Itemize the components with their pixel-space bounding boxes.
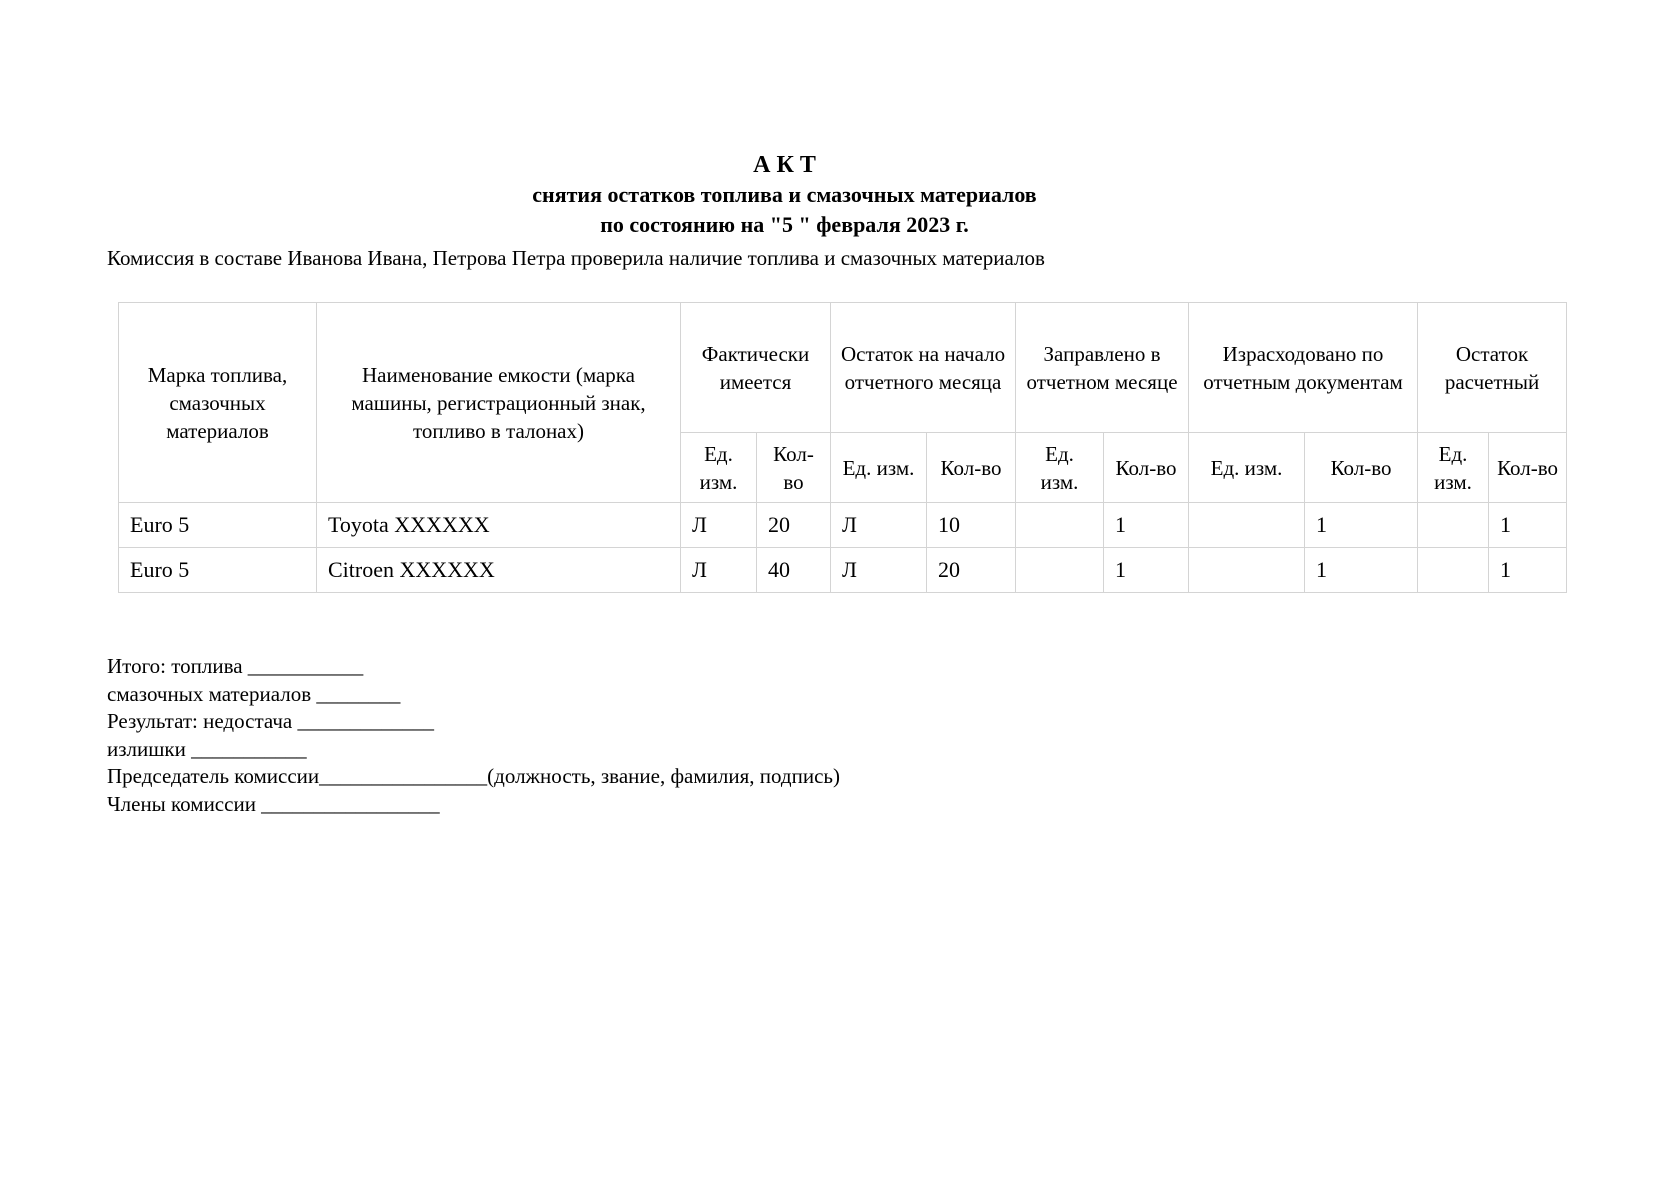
intro-text: Комиссия в составе Иванова Ивана, Петрова Петра проверила наличие топлива и смазочных материалов [107, 246, 1045, 270]
subheader-actual-qty: Кол-во [757, 433, 831, 503]
subheader-balance-start-qty: Кол-во [927, 433, 1016, 503]
cell-refueled-qty: 1 [1104, 503, 1189, 548]
cell-consumed-unit [1189, 503, 1305, 548]
header-actual: Фактически имеется [681, 303, 831, 433]
header-balance-start: Остаток на начало отчетного месяца [831, 303, 1016, 433]
subheader-actual-unit: Ед. изм. [681, 433, 757, 503]
fuel-inventory-table [118, 302, 1567, 593]
page-title: А К Т [753, 152, 816, 178]
table-row [119, 503, 1567, 548]
cell-balance-start-qty: 10 [927, 503, 1016, 548]
cell-refueled-qty: 1 [1104, 548, 1189, 593]
subheader-balance-calc-qty: Кол-во [1489, 433, 1567, 503]
title-block [107, 150, 1462, 240]
cell-balance-calc-unit [1418, 503, 1489, 548]
cell-refueled-unit [1016, 548, 1104, 593]
header-refueled: Заправлено в отчетном месяце [1016, 303, 1189, 433]
header-container-name: Наименование емкости (марка машины, регистрационный знак, топливо в талонах) [317, 303, 681, 503]
chairman-signature-line: Председатель комиссии________________(должность, звание, фамилия, подпись) [107, 764, 840, 788]
header-consumed: Израсходовано по отчетным документам [1189, 303, 1418, 433]
cell-container-name: Citroen XXXXXX [317, 548, 681, 593]
cell-actual-unit: Л [681, 548, 757, 593]
table-header-row-groups [119, 303, 1567, 433]
subheader-refueled-unit: Ед. изм. [1016, 433, 1104, 503]
members-signature-line: Члены комиссии _________________ [107, 791, 440, 816]
header-balance-calc: Остаток расчетный [1418, 303, 1567, 433]
subheader-balance-calc-unit: Ед. изм. [1418, 433, 1489, 503]
table-row [119, 548, 1567, 593]
cell-balance-start-unit: Л [831, 503, 927, 548]
cell-consumed-qty: 1 [1305, 548, 1418, 593]
surplus-line: излишки ___________ [107, 736, 307, 761]
cell-balance-calc-unit [1418, 548, 1489, 593]
cell-consumed-unit [1189, 548, 1305, 593]
result-shortage-line: Результат: недостача _____________ [107, 709, 434, 733]
subheader-balance-start-unit: Ед. изм. [831, 433, 927, 503]
header-fuel-brand: Марка топлива, смазочных материалов [119, 303, 317, 503]
subheader-consumed-unit: Ед. изм. [1189, 433, 1305, 503]
cell-fuel-brand: Euro 5 [119, 548, 317, 593]
cell-balance-start-qty: 20 [927, 548, 1016, 593]
cell-container-name: Toyota XXXXXX [317, 503, 681, 548]
cell-actual-qty: 20 [757, 503, 831, 548]
subheader-consumed-qty: Кол-во [1305, 433, 1418, 503]
total-lubricants-line: смазочных материалов ________ [107, 681, 401, 706]
cell-balance-calc-qty: 1 [1489, 503, 1567, 548]
cell-balance-calc-qty: 1 [1489, 548, 1567, 593]
cell-consumed-qty: 1 [1305, 503, 1418, 548]
doc-subtitle: снятия остатков топлива и смазочных материалов [532, 182, 1037, 207]
totals-and-signatures [107, 653, 1573, 818]
cell-actual-qty: 40 [757, 548, 831, 593]
total-fuel-line: Итого: топлива ___________ [107, 654, 364, 678]
doc-date-line: по состоянию на "5 " февраля 2023 г. [600, 212, 969, 237]
subheader-refueled-qty: Кол-во [1104, 433, 1189, 503]
cell-balance-start-unit: Л [831, 548, 927, 593]
cell-fuel-brand: Euro 5 [119, 503, 317, 548]
cell-actual-unit: Л [681, 503, 757, 548]
cell-refueled-unit [1016, 503, 1104, 548]
